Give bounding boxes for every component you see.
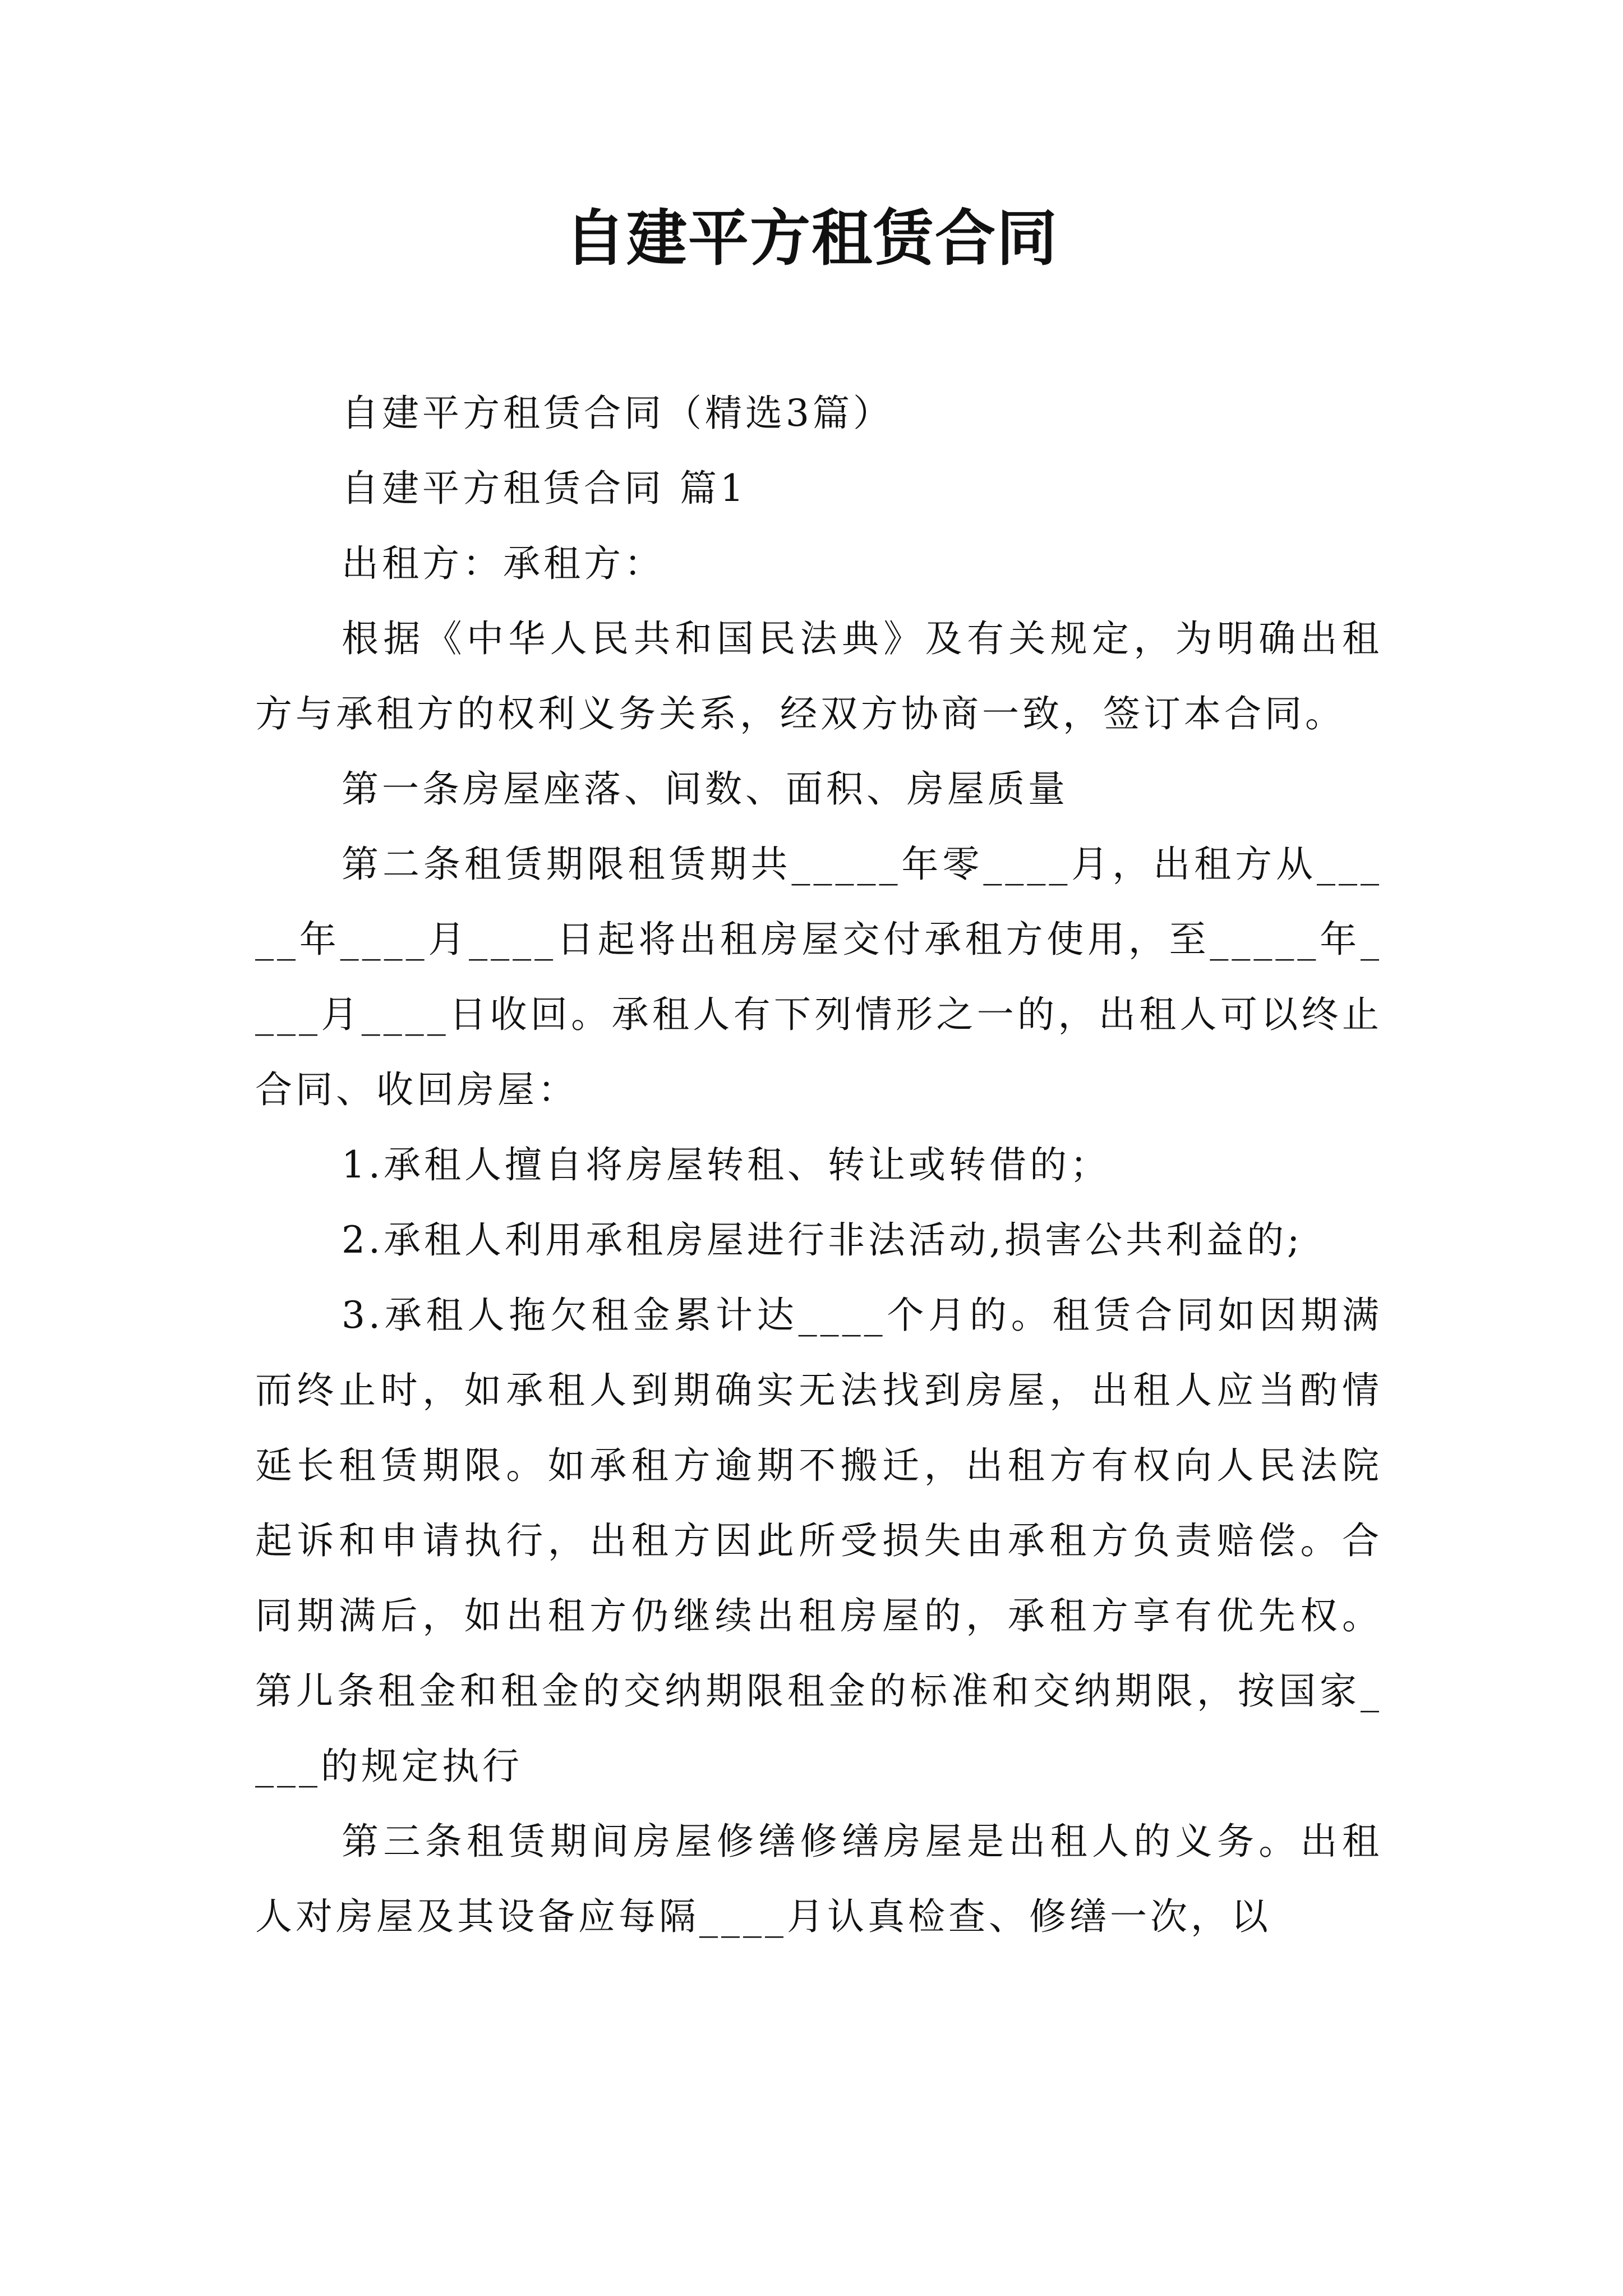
document-body [255,376,1382,1954]
paragraph-item-2: 2.承租人利用承租房屋进行非法活动,损害公共利益的; [342,1218,1303,1262]
paragraph-item-1: 1.承租人擅自将房屋转租、转让或转借的； [342,1143,1110,1186]
paragraph-article-1: 第一条房屋座落、间数、面积、房屋质量 [342,767,1068,811]
paragraph-preamble: 根据《中华人民共和国民法典》及有关规定，为明确出租方与承租方的权利义务关系，经双方协商一致，签订本合同。 [255,617,1382,735]
paragraph-section-heading: 自建平方租赁合同 篇1 [342,467,747,510]
paragraph-subtitle: 自建平方租赁合同（精选3篇） [342,392,893,435]
paragraph-parties: 出租方：承租方： [342,542,665,585]
paragraph-item-3: 3.承租人拖欠租金累计达____个月的。租赁合同如因期满而终止时，如承租人到期确实无法找到房屋，出租人应当酌情延长租赁期限。如承租方逾期不搬迁，出租方有权向人民法院起诉和申请执行，出租方因此所受损失由承租方负责赔偿。合同期满后，如出租方仍继续出租房屋的，承租方享有优先权。第儿条租金和租金的交纳期限租金的标准和交纳期限，按国家____的规定执行 [255,1294,1382,1788]
paragraph-article-2: 第二条租赁期限租赁期共_____年零____月，出租方从_____年____月____日起将出租房屋交付承租方使用，至_____年____月____日收回。承租人有下列情形之一的，出租人可以终止合同、收回房屋： [255,843,1382,1111]
document-title: 自建平方租赁合同 [564,203,1058,274]
paragraph-article-3: 第三条租赁期间房屋修缮修缮房屋是出租人的义务。出租人对房屋及其设备应每隔____月认真检查、修缮一次，以 [255,1820,1382,1938]
